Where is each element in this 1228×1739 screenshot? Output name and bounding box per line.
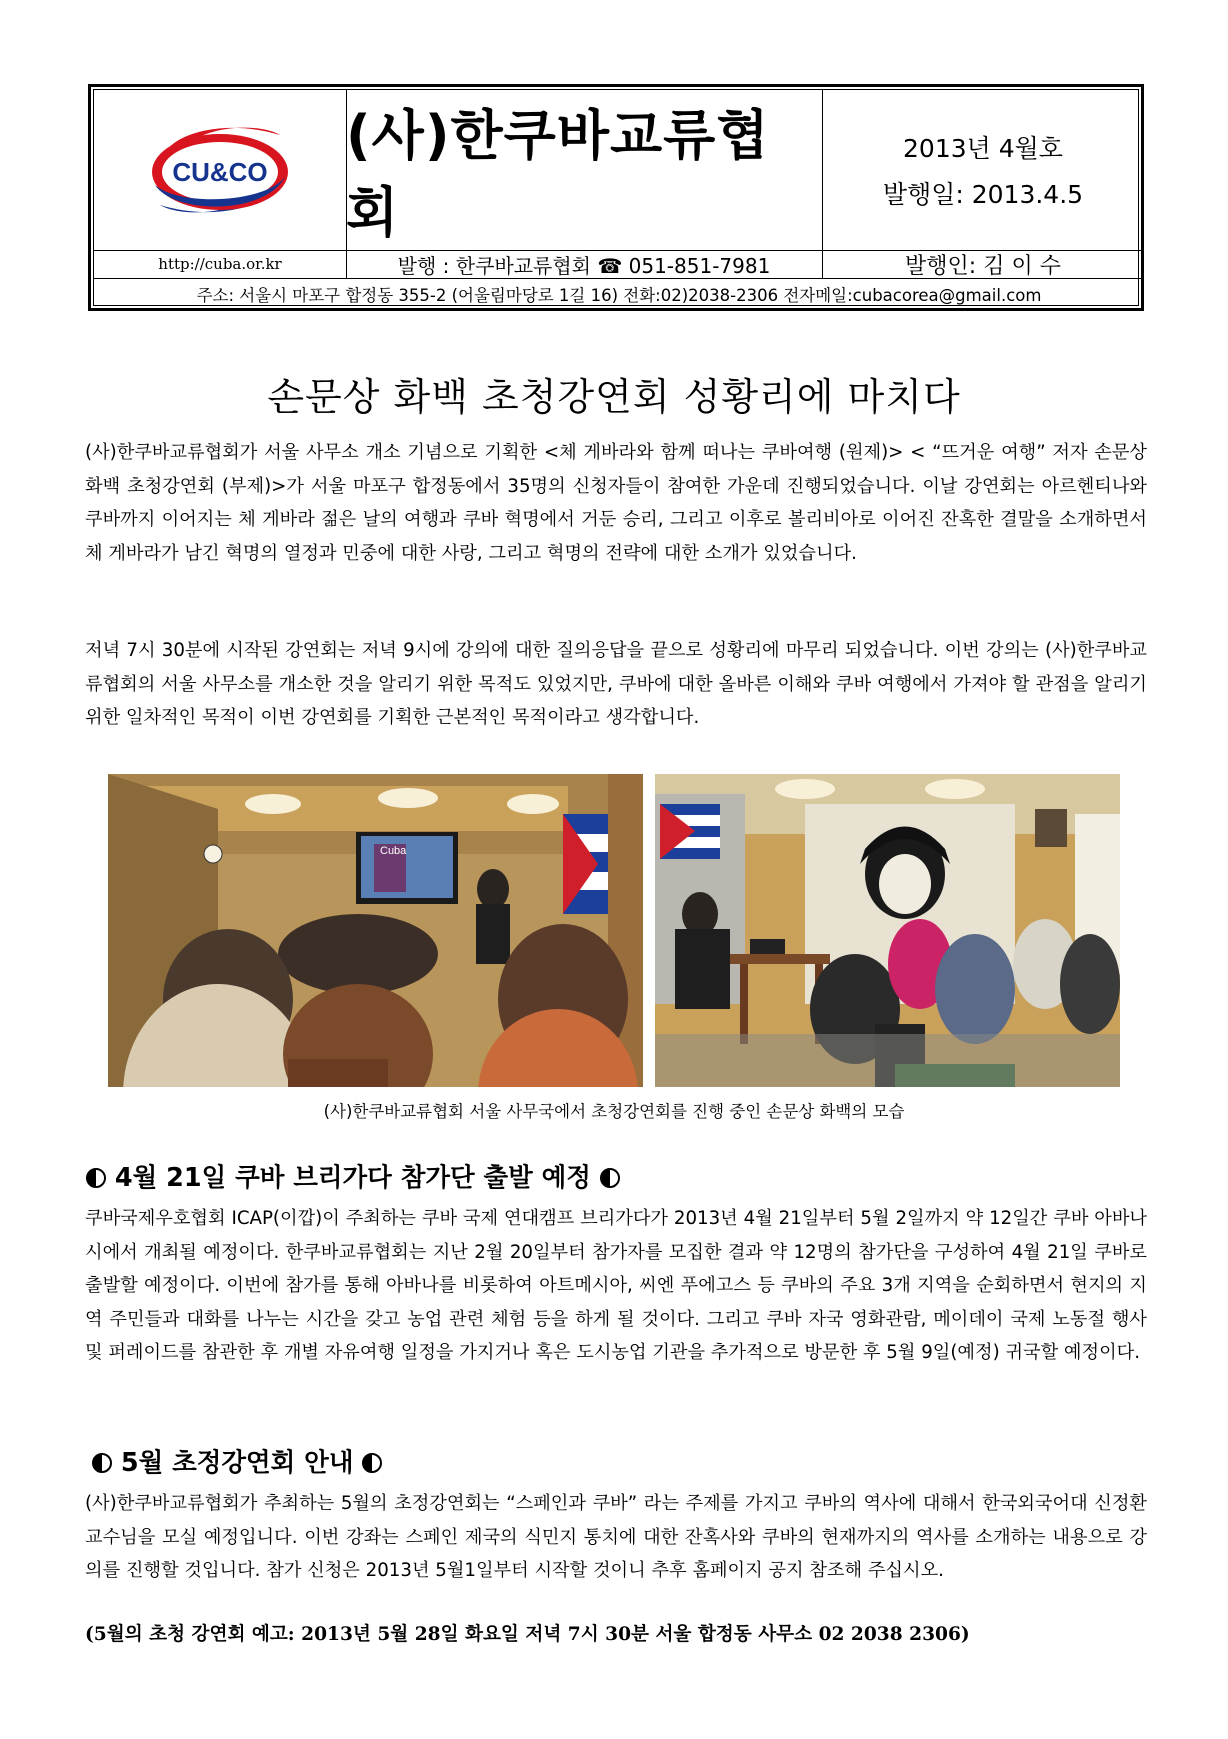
- lecture-notice: (5월의 초청 강연회 예고: 2013년 5월 28일 화요일 저녁 7시 30분 서울 합정동 사무소 02 2038 2306): [85, 1624, 970, 1645]
- org-title: (사)한쿠바교류협회: [346, 104, 770, 244]
- masthead-inner: [93, 89, 1139, 306]
- publisher-name: 발행인: 김 이 수: [905, 253, 1061, 279]
- half-circle-icon: [86, 1168, 106, 1188]
- photo-caption: (사)한쿠바교류협회 서울 사무국에서 초청강연회를 진행 중인 손문상 화백의 모습: [323, 1102, 905, 1121]
- article-paragraph-1: (사)한쿠바교류협회가 서울 사무소 개소 기념으로 기획한 <체 게바라와 함께 떠나는 쿠바여행 (원제)> < “뜨거운 여행” 저자 손문상 화백 초청강연회 (부제)>가 서울 마포구 합정동에서 35명의 신청자들이 참여한 가운데 진행되었습니다. 이날 강연회는 아르헨티나와 쿠바까지 이어지는 체 게바라 젊은 날의 여행과 쿠바 혁명에서 거둔 승리, 그리고 이후로 볼리비아로 이어진 잔혹한 결말을 소개하면서 체 게바라가 남긴 혁명의 열정과 민중에 대한 사랑, 그리고 혁명의 전략에 대한 소개가 있었습니다.: [85, 442, 1147, 564]
- masthead: [88, 84, 1144, 311]
- photo-audience: [655, 774, 1120, 1087]
- section-1-heading: [86, 1158, 620, 1194]
- issue-label: 2013년 4월호: [903, 134, 1063, 163]
- half-circle-icon: [362, 1453, 382, 1473]
- publisher-line: 발행 : 한쿠바교류협회 ☎ 051-851-7981: [397, 253, 771, 278]
- section-2-title: 5월 초정강연회 안내: [120, 1448, 354, 1478]
- section-1-title: 4월 21일 쿠바 브리가다 참가단 출발 예정: [114, 1163, 591, 1193]
- section-1-body: 쿠바국제우호협회 ICAP(이깝)이 주최하는 쿠바 국제 연대캠프 브리가다가 2013년 4월 21일부터 5월 2일까지 약 12일간 쿠바 아바나 시에서 개최될 예정이다. 한쿠바교류협회는 지난 2월 20일부터 참가자를 모집한 결과 약 12명의 참가단을 구성하여 4월 21일 쿠바로 출발할 예정이다. 이번에 참가를 통해 아바나를 비롯하여 아트메시아, 씨엔 푸에고스 등 쿠바의 주요 3개 지역을 순회하면서 현지의 지역 주민들과 대화를 나누는 시간을 갖고 농업 관련 체험 등을 하게 될 것이다. 그리고 쿠바 자국 영화관람, 메이데이 국제 노동절 행사 및 퍼레이드를 참관한 후 개별 자유여행 일정을 가지거나 혹은 도시농업 기관을 추가적으로 방문한 후 5월 9일(예정) 귀국할 예정이다.: [85, 1208, 1147, 1363]
- issue-info: [822, 90, 1144, 250]
- website-link[interactable]: http://cuba.or.kr: [158, 255, 282, 273]
- address-line: 주소: 서울시 마포구 합정동 355-2 (어울림마당로 1길 16) 전화:02)2038-2306 전자메일:cubacorea@gmail.com: [196, 285, 1042, 305]
- section-2-body: (사)한쿠바교류협회가 추최하는 5월의 초정강연회는 “스페인과 쿠바” 라는 주제를 가지고 쿠바의 역사에 대해서 한국외국어대 신정환 교수님을 모실 예정입니다. 이번 강좌는 스페인 제국의 식민지 통치에 대한 잔혹사와 쿠바의 현재까지의 역사를 소개하는 내용으로 강의를 진행할 것입니다. 참가 신청은 2013년 5월1일부터 시작할 것이니 추후 홈페이지 공지 참조해 주십시오.: [85, 1493, 1147, 1581]
- article-headline: 손문상 화백 초청강연회 성황리에 마치다: [267, 375, 961, 419]
- cuco-logo-icon: [135, 115, 305, 225]
- publish-date: 발행일: 2013.4.5: [882, 180, 1084, 209]
- svg-text:CU&CO: CU&CO: [172, 157, 268, 187]
- section-2-heading: [92, 1443, 382, 1479]
- half-circle-icon: [92, 1453, 112, 1473]
- half-circle-icon: [600, 1168, 620, 1188]
- article-paragraph-2: 저녁 7시 30분에 시작된 강연회는 저녁 9시에 강의에 대한 질의응답을 끝으로 성황리에 마무리 되었습니다. 이번 강의는 (사)한쿠바교류협회의 서울 사무소를 개소한 것을 알리기 위한 목적도 있었지만, 쿠바에 대한 올바른 이해와 쿠바 여행에서 가져야 할 관점을 알리기 위한 일차적인 목적이 이번 강연회를 기획한 근본적인 목적이라고 생각합니다.: [85, 640, 1147, 728]
- photo-lecture-room: [108, 774, 643, 1087]
- svg-text:Cuba: Cuba: [380, 845, 407, 857]
- logo: [94, 90, 346, 250]
